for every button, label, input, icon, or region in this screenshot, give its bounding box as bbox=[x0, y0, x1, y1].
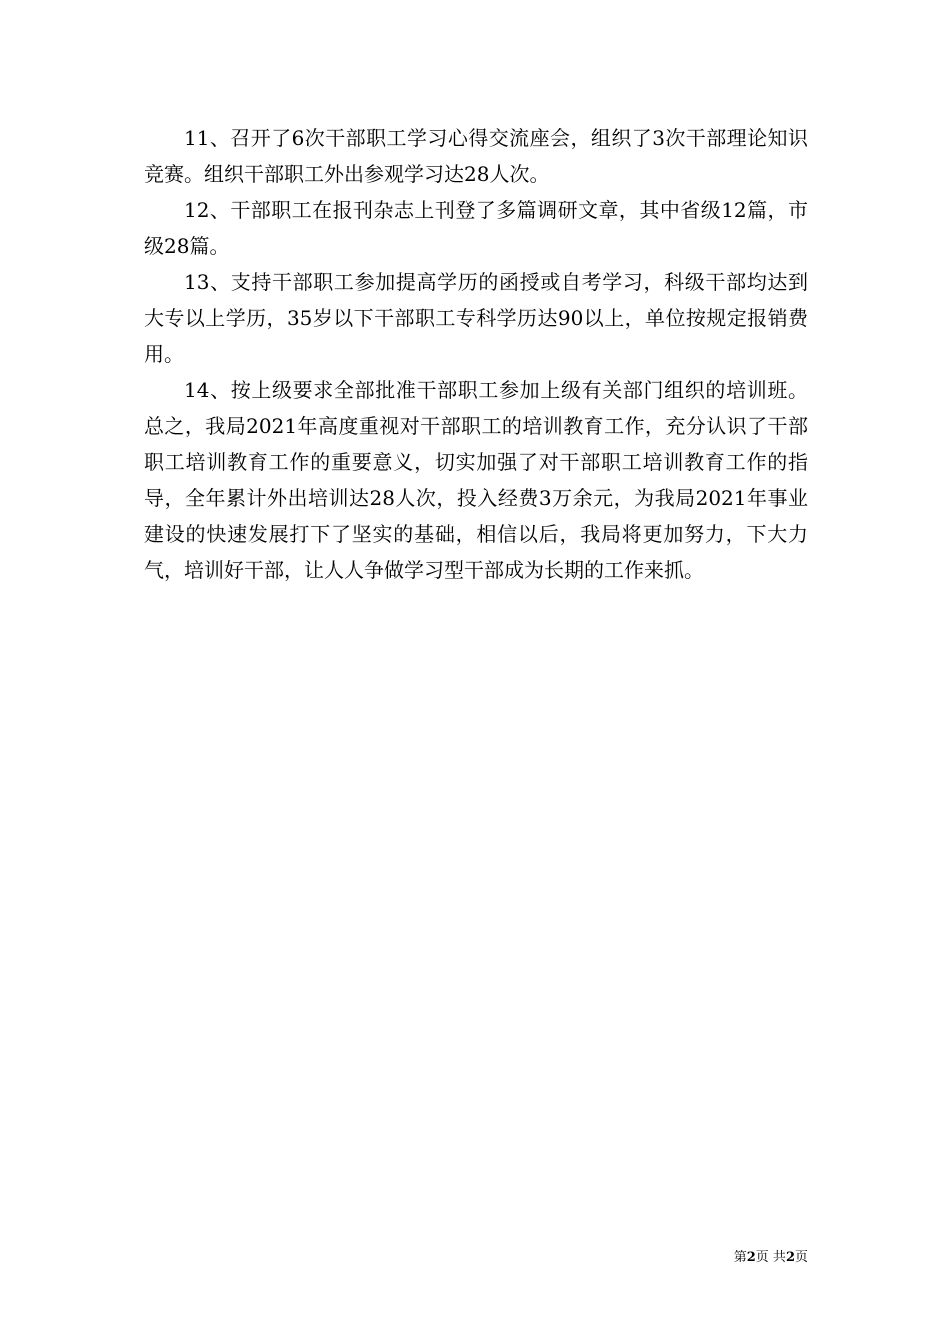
paragraph-14: 14、按上级要求全部批准干部职工参加上级有关部门组织的培训班。总之，我局2021年高度重视对干部职工的培训教育工作，充分认识了干部职工培训教育工作的重要意义，切实加强了对干部职工培训教育工作的指导，全年累计外出培训达28人次，投入经费3万余元，为我局2021年事业建设的快速发展打下了坚实的基础，相信以后，我局将更加努力，下大力气，培训好干部，让人人争做学习型干部成为长期的工作来抓。 bbox=[144, 378, 808, 582]
footer-suffix: 页 bbox=[794, 1250, 808, 1265]
paragraph-11: 11、召开了6次干部职工学习心得交流座会，组织了3次干部理论知识竞赛。组织干部职工外出参观学习达28人次。 bbox=[144, 126, 808, 186]
footer-prefix: 第 bbox=[733, 1250, 747, 1265]
footer-current-page: 2 bbox=[746, 1250, 756, 1265]
page-number-footer bbox=[708, 1250, 808, 1266]
footer-middle: 页 共 bbox=[755, 1250, 786, 1265]
footer-total-pages: 2 bbox=[785, 1250, 795, 1265]
paragraph-13: 13、支持干部职工参加提高学历的函授或自考学习，科级干部均达到大专以上学历，35岁以下干部职工专科学历达90以上，单位按规定报销费用。 bbox=[144, 270, 808, 366]
document-body bbox=[144, 120, 808, 588]
paragraph-12: 12、干部职工在报刊杂志上刊登了多篇调研文章，其中省级12篇，市级28篇。 bbox=[144, 198, 808, 258]
